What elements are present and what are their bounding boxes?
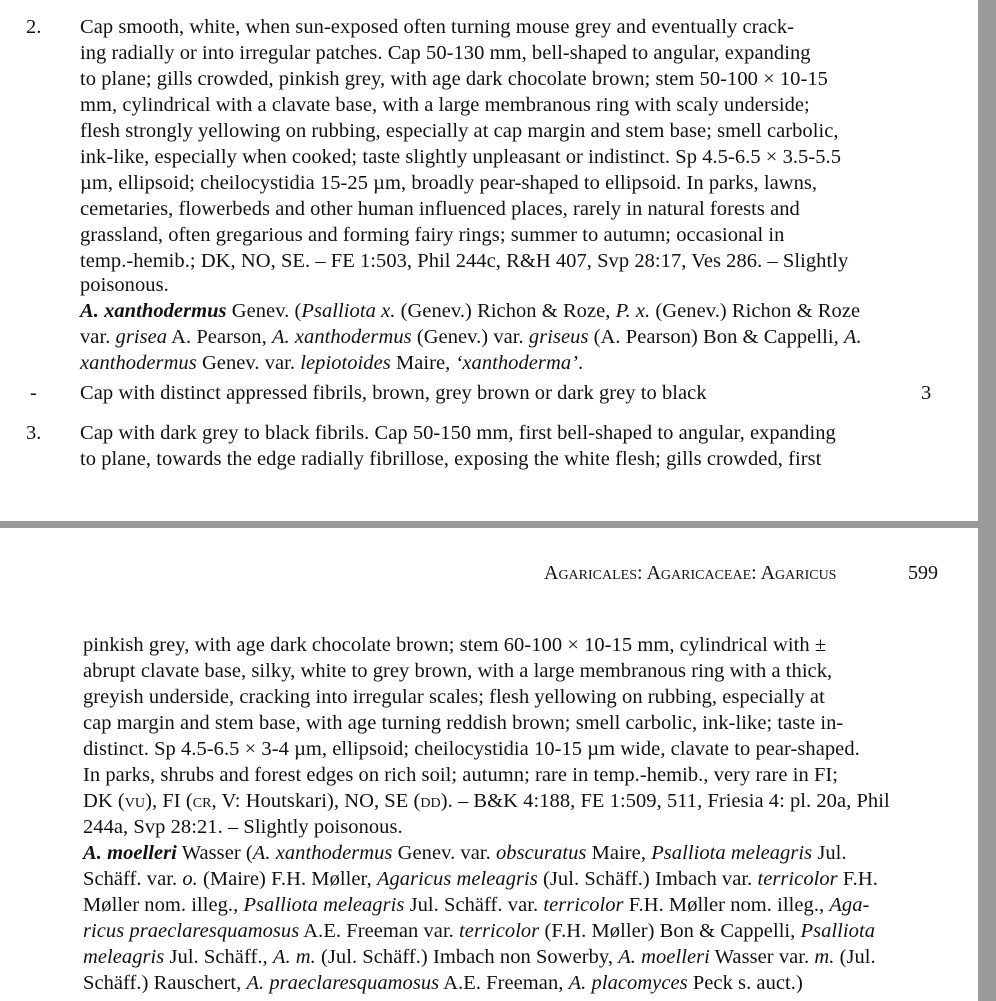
synonymy-line	[83, 944, 876, 970]
italic-name: Psalliota x.	[301, 300, 396, 322]
text-span: Jul. Schäff. var.	[404, 894, 544, 916]
viewer-scroll-gutter	[978, 0, 996, 1001]
text-span: (Genev.) Richon & Roze	[650, 300, 861, 322]
italic-name: Agaricus meleagris	[376, 868, 538, 890]
italic-name: meleagris	[83, 946, 165, 968]
text-span: (Genev.) Richon & Roze,	[395, 300, 616, 322]
italic-name: terricolor	[757, 868, 838, 890]
text-line: ink-like, especially when cooked; taste slightly unpleasant or indistinct. Sp 4.5-6.5 × 3.5-5.5	[80, 146, 842, 168]
text-line: cap margin and stem base, with age turning reddish brown; smell carbolic, ink-like; taste in-	[83, 712, 844, 734]
text-line: greyish underside, cracking into irregular scales; flesh yellowing on rubbing, especially at	[83, 686, 825, 708]
italic-name: A. moelleri	[618, 946, 710, 968]
italic-name: ‘xanthoderma’	[455, 352, 578, 374]
text-span: DK (	[83, 790, 125, 812]
text-span: Maire,	[390, 352, 456, 374]
text-span: (F.H. Møller) Bon & Cappelli,	[539, 920, 801, 942]
text-span: Genev. var.	[196, 352, 301, 374]
text-span: F.H.	[837, 868, 878, 890]
text-line: Cap smooth, white, when sun-exposed often turning mouse grey and eventually crack-	[80, 16, 795, 38]
text-span: Peck s. auct.)	[687, 972, 803, 994]
italic-name: xanthodermus	[80, 352, 197, 374]
text-span: , V: Houtskari), NO, SE (	[211, 790, 421, 812]
text-line: distinct. Sp 4.5-6.5 × 3-4 µm, ellipsoid; cheilocystidia 10-15 µm wide, clavate to pear-shaped.	[83, 738, 860, 760]
couplet-alternate-marker: -	[30, 382, 37, 404]
text-span: (Jul. Schäff.) Imbach non Sowerby,	[315, 946, 619, 968]
text-span: Wasser (	[176, 842, 253, 864]
text-line: mm, cylindrical with a clavate base, with a large membranous ring with scaly underside;	[80, 94, 810, 116]
text-line: temp.-hemib.; DK, NO, SE. – FE 1:503, Phil 244c, R&H 407, Svp 28:17, Ves 286. – Slightly	[80, 250, 849, 272]
redlist-status: dd	[420, 790, 441, 812]
text-line: pinkish grey, with age dark chocolate brown; stem 60-100 × 10-15 mm, cylindrical with ±	[83, 634, 827, 656]
text-line: flesh strongly yellowing on rubbing, especially at cap margin and stem base; smell carbolic,	[80, 120, 839, 142]
italic-name: Psalliota	[800, 920, 876, 942]
bottom-page	[0, 528, 978, 1001]
synonymy-line	[83, 970, 803, 996]
text-line: to plane; gills crowded, pinkish grey, with age dark chocolate brown; stem 50-100 × 10-15	[80, 68, 828, 90]
text-span: (Maire) F.H. Møller,	[197, 868, 377, 890]
text-line: µm, ellipsoid; cheilocystidia 15-25 µm, broadly pear-shaped to ellipsoid. In parks, lawns,	[80, 172, 818, 194]
text-line: grassland, often gregarious and forming fairy rings; summer to autumn; occasional in	[80, 224, 785, 246]
italic-name: P. x.	[615, 300, 651, 322]
italic-name: Psalliota meleagris	[651, 842, 813, 864]
text-line: cemetaries, flowerbeds and other human influenced places, rarely in natural forests and	[80, 198, 800, 220]
text-span: A.E. Freeman,	[439, 972, 569, 994]
text-line: 244a, Svp 28:21. – Slightly poisonous.	[83, 816, 403, 838]
italic-name: m.	[814, 946, 835, 968]
couplet-number: 2.	[26, 16, 42, 38]
italic-name: ricus praeclaresquamosus	[83, 920, 300, 942]
italic-name: A. placomyces	[568, 972, 688, 994]
text-span: ). – B&K 4:188, FE 1:509, 511, Friesia 4: pl. 20a, Phil	[440, 790, 890, 812]
text-line: abrupt clavate base, silky, white to grey brown, with a large membranous ring with a thick,	[83, 660, 833, 682]
text-span: Jul. Schäff.,	[164, 946, 273, 968]
species-name: A. moelleri	[83, 842, 177, 864]
text-span: Wasser var.	[709, 946, 815, 968]
italic-name: terricolor	[543, 894, 624, 916]
text-span: Genev. (	[226, 300, 302, 322]
text-span: Genev. var.	[392, 842, 496, 864]
synonymy-line	[83, 892, 869, 918]
text-span: (Jul. Schäff.) Imbach var.	[537, 868, 758, 890]
synonymy-line	[80, 298, 860, 324]
running-head: Agaricales: Agaricaceae: Agaricus	[544, 562, 837, 584]
text-line: Cap with dark grey to black fibrils. Cap 50-150 mm, first bell-shaped to angular, expanding	[80, 422, 836, 444]
italic-name: A. m.	[272, 946, 316, 968]
synonymy-line	[80, 324, 862, 350]
text-span: .	[578, 352, 584, 374]
italic-name: A.	[843, 326, 862, 348]
text-span: A. Pearson,	[167, 326, 272, 348]
text-span: F.H. Møller nom. illeg.,	[623, 894, 830, 916]
text-span: (A. Pearson) Bon & Cappelli,	[588, 326, 844, 348]
synonymy-line	[83, 840, 847, 866]
page-number: 599	[908, 562, 938, 584]
synonymy-line	[80, 350, 583, 376]
italic-name: o.	[182, 868, 198, 890]
couplet-number: 3.	[26, 422, 42, 444]
text-span: ), FI (	[145, 790, 193, 812]
text-span: Jul.	[812, 842, 847, 864]
text-span: Schäff. var.	[83, 868, 183, 890]
italic-name: A. xanthodermus	[252, 842, 393, 864]
text-line: ing radially or into irregular patches. Cap 50-130 mm, bell-shaped to angular, expanding	[80, 42, 811, 64]
text-span: Møller nom. illeg.,	[83, 894, 244, 916]
text-span: (Jul.	[834, 946, 876, 968]
text-span: Maire,	[586, 842, 652, 864]
text-span: var.	[80, 326, 116, 348]
species-name: A. xanthodermus	[80, 300, 227, 322]
italic-name: Aga-	[829, 894, 870, 916]
text-line: to plane, towards the edge radially fibrillose, exposing the white flesh; gills crowded, first	[80, 448, 822, 470]
italic-name: Psalliota meleagris	[243, 894, 405, 916]
italic-name: lepiotoides	[300, 352, 391, 374]
italic-name: A. praeclaresquamosus	[246, 972, 440, 994]
italic-name: obscuratus	[495, 842, 587, 864]
couplet-goto-number: 3	[921, 382, 932, 404]
italic-name: griseus	[528, 326, 589, 348]
italic-name: terricolor	[459, 920, 540, 942]
synonymy-line	[83, 918, 875, 944]
distribution-line	[83, 788, 890, 814]
text-span: Schäff.) Rauschert,	[83, 972, 247, 994]
redlist-status: cr	[192, 790, 212, 812]
text-span: (Genev.) var.	[411, 326, 529, 348]
text-line: poisonous.	[80, 274, 169, 296]
redlist-status: vu	[124, 790, 146, 812]
italic-name: grisea	[115, 326, 168, 348]
synonymy-line	[83, 866, 878, 892]
text-span: A.E. Freeman var.	[299, 920, 460, 942]
text-line: In parks, shrubs and forest edges on rich soil; autumn; rare in temp.-hemib., very rare in FI;	[83, 764, 839, 786]
italic-name: A. xanthodermus	[271, 326, 412, 348]
page-separator	[0, 521, 978, 528]
couplet-alternate-text: Cap with distinct appressed fibrils, brown, grey brown or dark grey to black	[80, 382, 707, 404]
